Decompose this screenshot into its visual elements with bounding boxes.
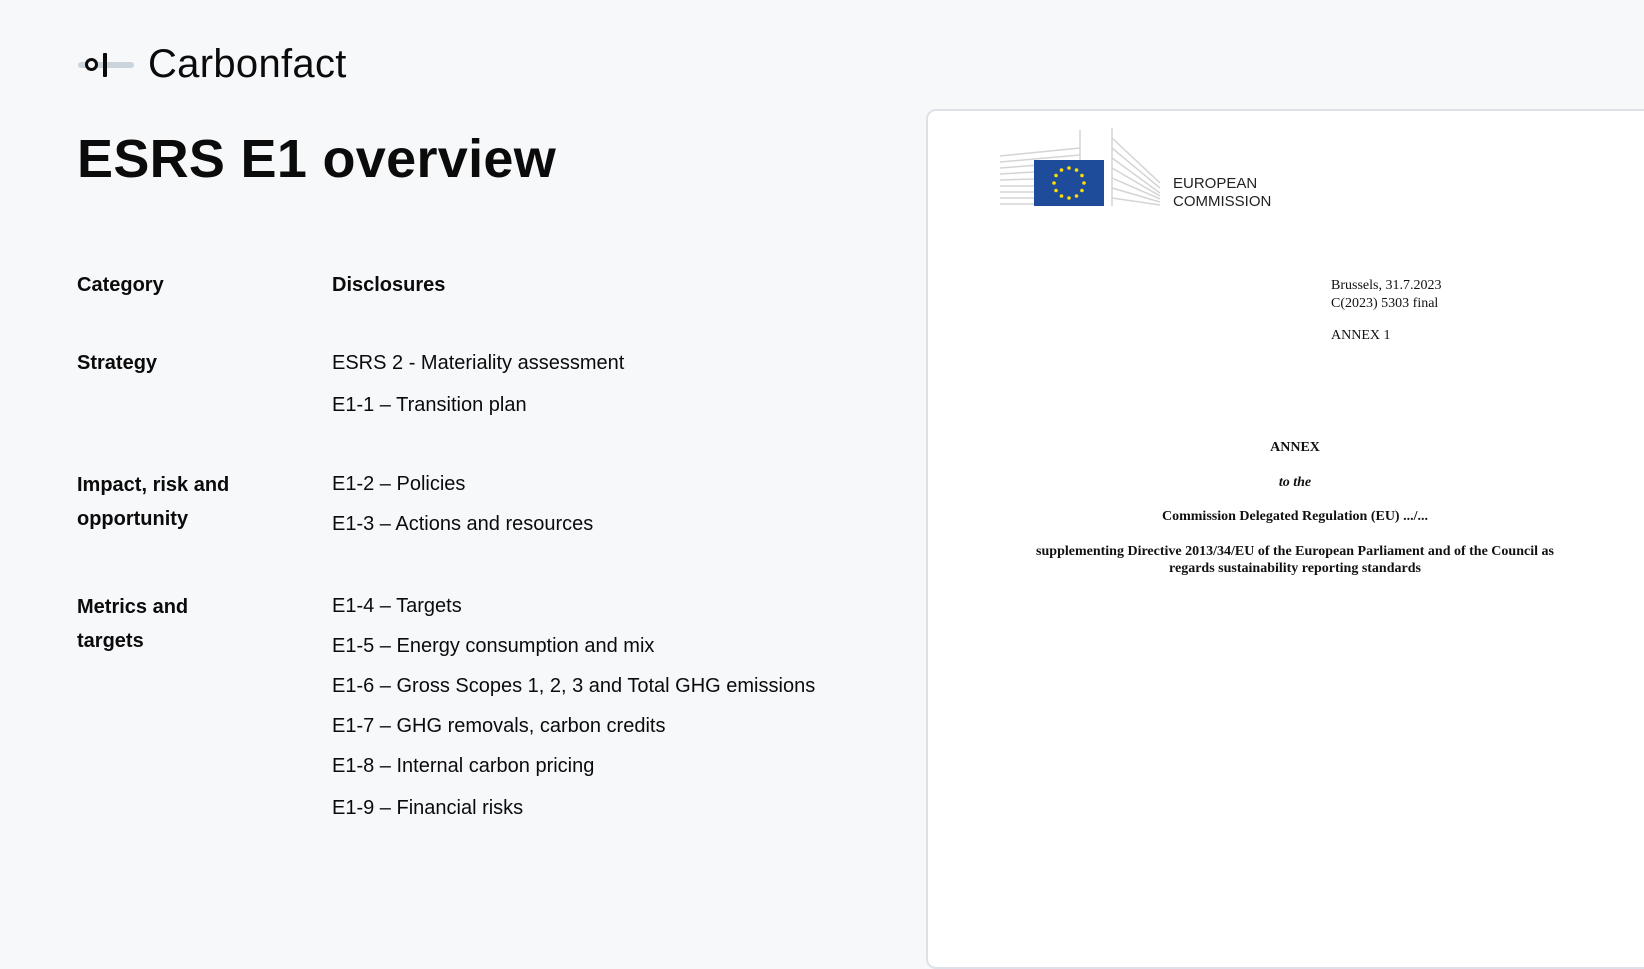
place-date: Brussels, 31.7.2023 — [1331, 278, 1442, 293]
disclosure-item: E1-6 – Gross Scopes 1, 2, 3 and Total GHG emissions — [332, 675, 816, 697]
eu-star-icon — [1060, 168, 1064, 172]
ec-name-line: COMMISSION — [1173, 193, 1272, 210]
brand-logo — [78, 42, 347, 87]
to-the: to the — [1278, 475, 1312, 490]
ec-name-line: EUROPEAN — [1173, 175, 1258, 192]
document-preview — [926, 109, 1644, 969]
eu-star-icon — [1052, 181, 1056, 185]
eu-star-icon — [1067, 196, 1071, 200]
eu-star-icon — [1067, 166, 1071, 170]
disclosure-item: E1-4 – Targets — [332, 595, 462, 617]
subtitle-line: regards sustainability reporting standards — [1169, 561, 1421, 576]
disclosure-item: ESRS 2 - Materiality assessment — [332, 352, 625, 374]
regulation-title: Commission Delegated Regulation (EU) .../... — [1162, 509, 1428, 524]
eu-star-icon — [1075, 168, 1079, 172]
disclosure-item: E1-5 – Energy consumption and mix — [332, 635, 655, 657]
subtitle-line: supplementing Directive 2013/34/EU of the European Parliament and of the Council as — [1036, 544, 1554, 559]
eu-star-icon — [1080, 189, 1084, 193]
disclosure-item: E1-8 – Internal carbon pricing — [332, 755, 595, 777]
category-metrics: Metrics and targets — [77, 596, 189, 652]
doc-header — [1331, 277, 1441, 345]
regulation-subtitle — [1000, 543, 1590, 577]
eu-star-icon — [1054, 189, 1058, 193]
reference: C(2023) 5303 final — [1331, 296, 1439, 311]
category-header: Category — [77, 274, 164, 296]
disclosure-item: E1-2 – Policies — [332, 473, 466, 495]
eu-star-icon — [1054, 174, 1058, 178]
ec-name — [1173, 175, 1271, 211]
eu-star-icon — [1060, 194, 1064, 198]
brand-name: Carbonfact — [148, 42, 347, 86]
eu-star-icon — [1080, 174, 1084, 178]
annex-title: ANNEX — [1270, 440, 1320, 455]
european-commission-logo-icon — [1000, 128, 1160, 208]
disclosure-item: E1-1 – Transition plan — [332, 394, 527, 416]
eu-star-icon — [1082, 181, 1086, 185]
carbonfact-logo-icon — [78, 43, 134, 87]
disclosure-item: E1-3 – Actions and resources — [332, 513, 594, 535]
category-impact: Impact, risk and opportunity — [77, 474, 230, 530]
category-strategy: Strategy — [77, 352, 158, 374]
annex-number: ANNEX 1 — [1331, 328, 1391, 343]
disclosure-item: E1-7 – GHG removals, carbon credits — [332, 715, 666, 737]
disclosure-item: E1-9 – Financial risks — [332, 797, 524, 819]
disclosures-header: Disclosures — [332, 274, 446, 296]
page-title: ESRS E1 overview — [77, 129, 557, 189]
eu-star-icon — [1075, 194, 1079, 198]
